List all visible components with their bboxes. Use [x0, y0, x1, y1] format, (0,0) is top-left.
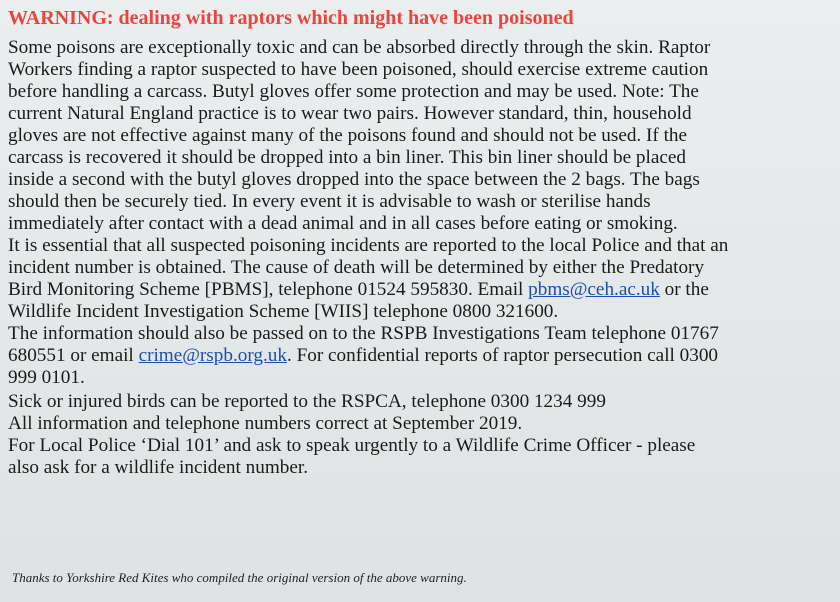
- body-line-8: should then be securely tied. In every event it is advisable to wash or sterilise hands: [8, 191, 651, 212]
- body-line-16: 999 0101.: [8, 367, 85, 388]
- body-line-12-start: Bird Monitoring Scheme [PBMS], telephone 01524 595830. Email: [8, 279, 529, 300]
- body-line-15-start: 680551 or email: [8, 345, 139, 366]
- body-line-5: gloves are not effective against many of the poisons found and should not be used. If the: [8, 125, 688, 146]
- body-line-19: For Local Police ‘Dial 101’ and ask to speak urgently to a Wildlife Crime Officer - please: [8, 435, 696, 456]
- body-line-13: Wildlife Incident Investigation Scheme [WIIS] telephone 0800 321600.: [8, 301, 559, 322]
- rspb-email-link[interactable]: crime@rspb.org.uk: [138, 345, 287, 366]
- body-line-3: before handling a carcass. Butyl gloves offer some protection and may be used. Note: The: [8, 81, 699, 102]
- body-line-17: Sick or injured birds can be reported to the RSPCA, telephone 0300 1234 999: [8, 391, 606, 412]
- body-line-4: current Natural England practice is to wear two pairs. However standard, thin, household: [8, 103, 692, 124]
- body-line-15-end: . For confidential reports of raptor persecution call 0300: [286, 345, 719, 366]
- warning-title: WARNING: dealing with raptors which might have been poisoned: [8, 7, 574, 29]
- body-line-20: also ask for a wildlife incident number.: [8, 457, 308, 478]
- body-line-6: carcass is recovered it should be dropped into a bin liner. This bin liner should be placed: [8, 147, 686, 168]
- body-line-14: The information should also be passed on to the RSPB Investigations Team telephone 01767: [8, 323, 719, 344]
- credit-note: Thanks to Yorkshire Red Kites who compiled the original version of the above warning.: [12, 570, 467, 585]
- body-line-1: Some poisons are exceptionally toxic and can be absorbed directly through the skin. Raptor: [8, 37, 711, 58]
- body-line-11: incident number is obtained. The cause of death will be determined by either the Predatory: [8, 257, 705, 278]
- pbms-email-link[interactable]: pbms@ceh.ac.uk: [528, 279, 660, 300]
- body-line-9: immediately after contact with a dead animal and in all cases before eating or smoking.: [8, 213, 678, 234]
- body-line-10: It is essential that all suspected poisoning incidents are reported to the local Police and that an: [8, 235, 729, 256]
- body-line-12-end: or the: [659, 279, 709, 300]
- body-line-2: Workers finding a raptor suspected to have been poisoned, should exercise extreme caution: [8, 59, 709, 80]
- body-line-7: inside a second with the butyl gloves dropped into the space between the 2 bags. The bags: [8, 169, 700, 190]
- body-line-18: All information and telephone numbers correct at September 2019.: [8, 413, 523, 434]
- body-line-15: [8, 345, 718, 367]
- body-line-12: [8, 279, 709, 301]
